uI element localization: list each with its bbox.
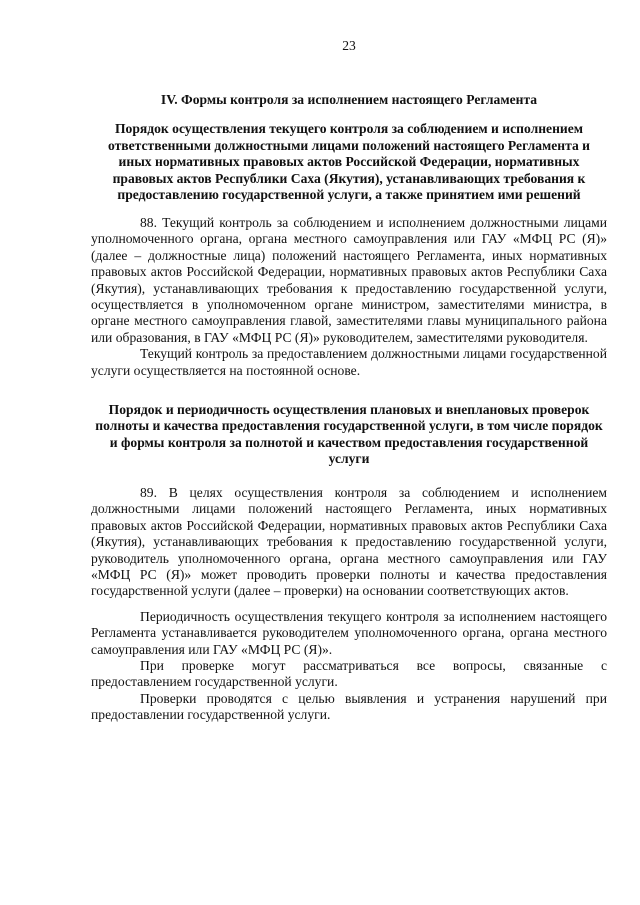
- paragraph-88: 88. Текущий контроль за соблюдением и исполнением должностными лицами уполномоченного органа, органа местного самоуправления или ГАУ «МФЦ РС (Я)» (далее – должностные лица) положений настоящего Регламента, иных нормативных правовых актов Российской Федерации, нормативных правовых актов Республики Саха (Якутия), устанавливающих требования к предоставлению государственной услуги, осуществляется в уполномоченном органе министром, заместителями министра, в органе местного самоуправления главой, заместителями главы муниципального района или образования, в ГАУ «МФЦ РС (Я)» руководителем, заместителями руководителя.: [91, 214, 607, 345]
- paragraph-periodicity: Периодичность осуществления текущего контроля за исполнением настоящего Регламента устанавливается руководителем уполномоченного органа, органа местного самоуправления или ГАУ «МФЦ РС (Я)».: [91, 608, 607, 657]
- paragraph-current-control: Текущий контроль за предоставлением должностными лицами государственной услуги осуществляется на постоянной основе.: [91, 346, 607, 378]
- subsection-2-body: [91, 485, 607, 724]
- subsection-1-title: Порядок осуществления текущего контроля за соблюдением и исполнением ответственными должностными лицами положений настоящего Регламента и иных нормативных правовых актов Российской Федерации, нормативных правовых актов Республики Саха (Якутия), устанавливающих требования к предоставлению государственной услуги, а также принятием ими решений: [108, 121, 590, 203]
- paragraph-inspection-purpose: Проверки проводятся с целью выявления и устранения нарушений при предоставлении государственной услуги.: [91, 690, 607, 723]
- subsection-2-title: Порядок и периодичность осуществления плановых и внеплановых проверок полноты и качества предоставления государственной услуги, в том числе порядок и формы контроля за полнотой и качеством предоставления государственной услуги: [95, 401, 603, 467]
- page-number: 23: [342, 38, 356, 53]
- subsection-1-body: [91, 215, 607, 379]
- paragraph-89: 89. В целях осуществления контроля за соблюдением и исполнением должностными лицами положений настоящего Регламента, иных нормативных правовых актов Российской Федерации, нормативных правовых актов Республики Саха (Якутия), устанавливающих требования к предоставлению государственной услуги, руководитель уполномоченного органа, органа местного самоуправления или ГАУ «МФЦ РС (Я)» может проводить проверки полноты и качества предоставления государственной услуги (далее – проверки) на основании соответствующих актов.: [91, 484, 607, 599]
- paragraph-inspection-questions: При проверке могут рассматриваться все вопросы, связанные с предоставлением государственной услуги.: [91, 658, 607, 690]
- section-title: IV. Формы контроля за исполнением настоящего Регламента: [160, 92, 538, 107]
